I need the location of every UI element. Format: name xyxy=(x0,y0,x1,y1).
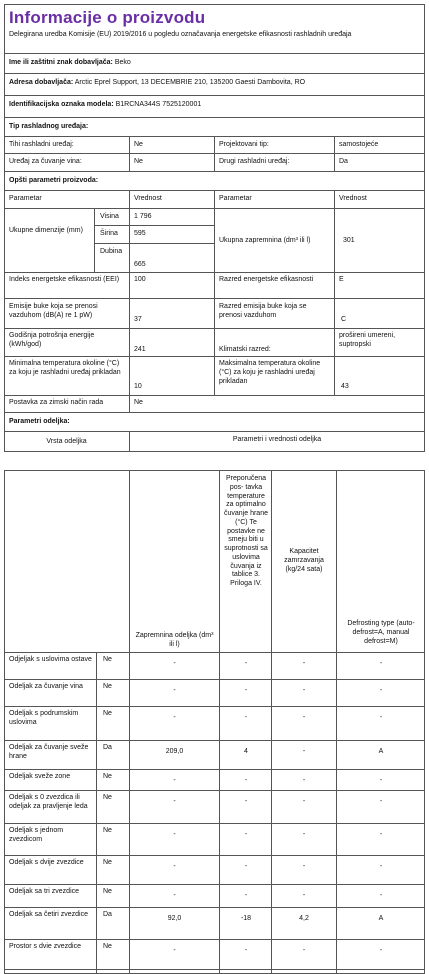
compartments-heading: Parametri odeljka: xyxy=(9,418,70,425)
eei-label: Indeks energetske efikasnosti (EEI) xyxy=(9,276,120,283)
compartment-present: Da xyxy=(103,911,112,918)
divider xyxy=(4,53,425,54)
noise-value: 37 xyxy=(134,316,142,323)
depth-value: 665 xyxy=(134,261,146,268)
compartment-present: Ne xyxy=(103,859,112,866)
compartment-volume: - xyxy=(173,831,176,838)
compartment-volume: - xyxy=(173,714,176,721)
other-appliance-label: Drugi rashladni uređaj: xyxy=(219,158,290,165)
compartment-freeze-capacity: - xyxy=(302,777,306,784)
compartment-freeze-capacity: - xyxy=(302,892,306,899)
compartment-volume: - xyxy=(173,660,176,667)
compartment-freeze-capacity: - xyxy=(302,687,306,694)
divider xyxy=(94,208,95,272)
address-value: Arctic Eprel Support, 13 DECEMBRIE 210, 135200 Gaesti Dambovita, RO xyxy=(74,79,306,86)
compartment-volume: - xyxy=(173,863,176,870)
noise-class-value: C xyxy=(341,316,347,323)
divider xyxy=(4,412,425,413)
depth-label: Dubina xyxy=(100,248,123,255)
compartment-temperature: - xyxy=(244,863,248,870)
divider xyxy=(4,73,425,74)
compartment-present: Ne xyxy=(103,656,112,663)
winter-setting-label: Postavka za zimski način rada xyxy=(9,399,104,406)
col-param-2: Parametar xyxy=(219,195,252,202)
wine-storage-label: Uređaj za čuvanje vina: xyxy=(9,158,82,165)
compartment-defrost-type: - xyxy=(379,947,383,954)
compartment-name: Odjeljak s uslovima ostave xyxy=(9,656,92,663)
divider xyxy=(4,95,425,96)
compartment-temperature: - xyxy=(244,947,248,954)
divider xyxy=(4,171,425,172)
temperature-header: Preporučena pos- tavka temperature za optimalno čuvanje hrane (°C) Te postavke ne smeju biti u suprotnosti sa uslovima čuvanja iz tablice 3. Priloga IV. xyxy=(224,475,268,587)
total-volume-label: Ukupna zapremnina (dm³ ili l) xyxy=(219,237,311,244)
compartment-defrost-type: - xyxy=(379,831,383,838)
compartment-defrost-type: - xyxy=(379,777,383,784)
energy-class-label: Razred energetske efikasnosti xyxy=(219,276,314,283)
compartment-present: Ne xyxy=(103,773,112,780)
compartment-volume: - xyxy=(173,947,176,954)
brand-value: Beko xyxy=(114,59,131,66)
divider xyxy=(94,225,214,226)
volume-header: Zapremnina odeljka (dm³ ili l) xyxy=(135,632,214,648)
annual-energy-value: 241 xyxy=(134,346,146,353)
compartment-present: Ne xyxy=(103,827,112,834)
divider xyxy=(129,431,130,452)
address-row xyxy=(6,77,308,90)
compartment-freeze-capacity: 4,2 xyxy=(299,915,309,922)
compartment-temperature: - xyxy=(244,660,248,667)
divider xyxy=(129,190,130,412)
design-type-value: samostojeće xyxy=(339,141,379,148)
min-temp-label: Minimalna temperatura okoline (°C) za koju je rashladni uređaj prikladan xyxy=(9,360,121,376)
col-param: Parametar xyxy=(9,195,42,202)
width-label: Širina xyxy=(100,230,118,237)
annual-energy-label: Godišnja potrošnja energije (kWh/god) xyxy=(9,332,95,348)
col-value: Vrednost xyxy=(134,195,162,202)
compartment-volume: 209,0 xyxy=(165,748,184,755)
divider xyxy=(129,136,130,171)
compartment-type-head: Vrsta odeljka xyxy=(46,438,87,445)
winter-setting-value: Ne xyxy=(134,399,143,406)
brand-row xyxy=(6,57,134,70)
noise-class-label: Razred emisija buke koja se prenosi vazduhom xyxy=(219,303,307,319)
max-temp-value: 43 xyxy=(341,383,349,390)
height-label: Visina xyxy=(100,213,119,220)
compartment-volume: 92,0 xyxy=(167,915,182,922)
divider xyxy=(4,117,425,118)
brand-label: Ime ili zaštitni znak dobavljača: xyxy=(9,59,113,66)
compartment-name: Prostor s dvie zvezdice xyxy=(9,943,81,950)
compartment-defrost-type: - xyxy=(379,687,383,694)
compartment-name: Odeljak s dvije zvezdice xyxy=(9,859,84,866)
compartment-temperature: -18 xyxy=(240,915,252,922)
general-heading: Opšti parametri proizvoda: xyxy=(9,177,99,184)
compartment-freeze-capacity: - xyxy=(302,863,306,870)
freeze-capacity-header: Kapacitet zamrzavanja (kg/24 sata) xyxy=(284,548,324,573)
compartment-params-head: Parametri i vrednosti odeljka xyxy=(232,436,322,443)
compartment-present: Ne xyxy=(103,710,112,717)
divider xyxy=(334,136,335,171)
compartment-temperature: - xyxy=(244,798,248,805)
address-label: Adresa dobavljača: xyxy=(9,79,74,86)
compartment-temperature: - xyxy=(244,714,248,721)
col-value-2: Vrednost xyxy=(339,195,367,202)
width-value: 595 xyxy=(134,230,146,237)
compartment-name: Odeljak s jednom zvezdicom xyxy=(9,827,64,843)
compartment-temperature: - xyxy=(244,687,248,694)
climate-class-label: Klimatski razred: xyxy=(219,346,271,353)
wine-storage-value: Ne xyxy=(134,158,143,165)
compartment-defrost-type: A xyxy=(378,915,384,922)
compartment-name: Odeljak sa četiri zvezdice xyxy=(9,911,88,918)
defrost-type-header: Defrosting type (auto-defrost=A, manual defrost=M) xyxy=(347,620,415,645)
compartment-temperature: - xyxy=(244,892,248,899)
compartment-defrost-type: A xyxy=(378,748,384,755)
height-value: 1 796 xyxy=(134,213,152,220)
compartment-freeze-capacity: - xyxy=(302,798,306,805)
compartment-present: Ne xyxy=(103,943,112,950)
divider xyxy=(4,395,425,396)
compartment-freeze-capacity: - xyxy=(302,714,306,721)
compartment-name: Odeljak sveže zone xyxy=(9,773,71,780)
compartment-present: Da xyxy=(103,744,112,751)
compartment-name: Odeljak sa tri zvezdice xyxy=(9,888,80,895)
compartment-temperature: - xyxy=(244,777,248,784)
divider xyxy=(4,431,425,432)
compartment-freeze-capacity: - xyxy=(302,947,306,954)
divider xyxy=(94,243,214,244)
model-value: B1RCNA344S 7525120001 xyxy=(115,101,202,108)
compartment-volume: - xyxy=(173,892,176,899)
compartment-defrost-type: - xyxy=(379,660,383,667)
compartment-freeze-capacity: - xyxy=(302,831,306,838)
regulation-subtitle: Delegirana uredba Komisije (EU) 2019/2016 u pogledu označavanja energetske efikasnosti rashladnih uređaja xyxy=(9,31,352,38)
compartment-present: Ne xyxy=(103,888,112,895)
climate-class-value: prošireni umereni, suptropski xyxy=(339,332,396,348)
compartment-defrost-type: - xyxy=(379,798,383,805)
compartment-volume: - xyxy=(173,777,176,784)
compartment-volume: - xyxy=(173,798,176,805)
quiet-value: Ne xyxy=(134,141,143,148)
compartment-name: Odeljak s podrumskim uslovima xyxy=(9,710,79,726)
noise-label: Emisije buke koja se prenosi vazduhom (dB(A) re 1 pW) xyxy=(9,303,98,319)
total-volume-value: 301 xyxy=(343,237,355,244)
min-temp-value: 10 xyxy=(134,383,142,390)
compartment-name: Odeljak za čuvanje sveže hrane xyxy=(9,744,89,760)
max-temp-label: Maksimalna temperatura okoline (°C) za koju je rashladni uređaj prikladan xyxy=(219,360,321,385)
dimensions-label: Ukupne dimenzije (mm) xyxy=(9,227,83,234)
compartment-temperature: - xyxy=(244,831,248,838)
compartment-temperature: 4 xyxy=(244,748,248,755)
energy-class-value: E xyxy=(339,276,344,283)
page-title: Informacije o proizvodu xyxy=(9,8,206,27)
compartment-volume: - xyxy=(173,687,176,694)
other-appliance-value: Da xyxy=(339,158,348,165)
compartment-defrost-type: - xyxy=(379,863,383,870)
quiet-label: Tihi rashladni uređaj: xyxy=(9,141,74,148)
compartment-freeze-capacity: - xyxy=(302,748,306,755)
design-type-label: Projektovani tip: xyxy=(219,141,269,148)
compartment-defrost-type: - xyxy=(379,714,383,721)
compartment-defrost-type: - xyxy=(379,892,383,899)
type-heading: Tip rashladnog uređaja: xyxy=(9,123,89,130)
compartment-freeze-capacity: - xyxy=(302,660,306,667)
compartment-present: Ne xyxy=(103,794,112,801)
model-label: Identifikacijska oznaka modela: xyxy=(9,101,114,108)
model-row xyxy=(6,99,204,112)
compartment-name: Odeljak za čuvanje vina xyxy=(9,683,83,690)
compartment-name: Odeljak s 0 zvezdica ili odeljak za pravljenje leda xyxy=(9,794,88,810)
divider xyxy=(214,190,215,395)
eei-value: 100 xyxy=(134,276,146,283)
compartment-present: Ne xyxy=(103,683,112,690)
divider xyxy=(214,136,215,171)
divider xyxy=(334,190,335,395)
